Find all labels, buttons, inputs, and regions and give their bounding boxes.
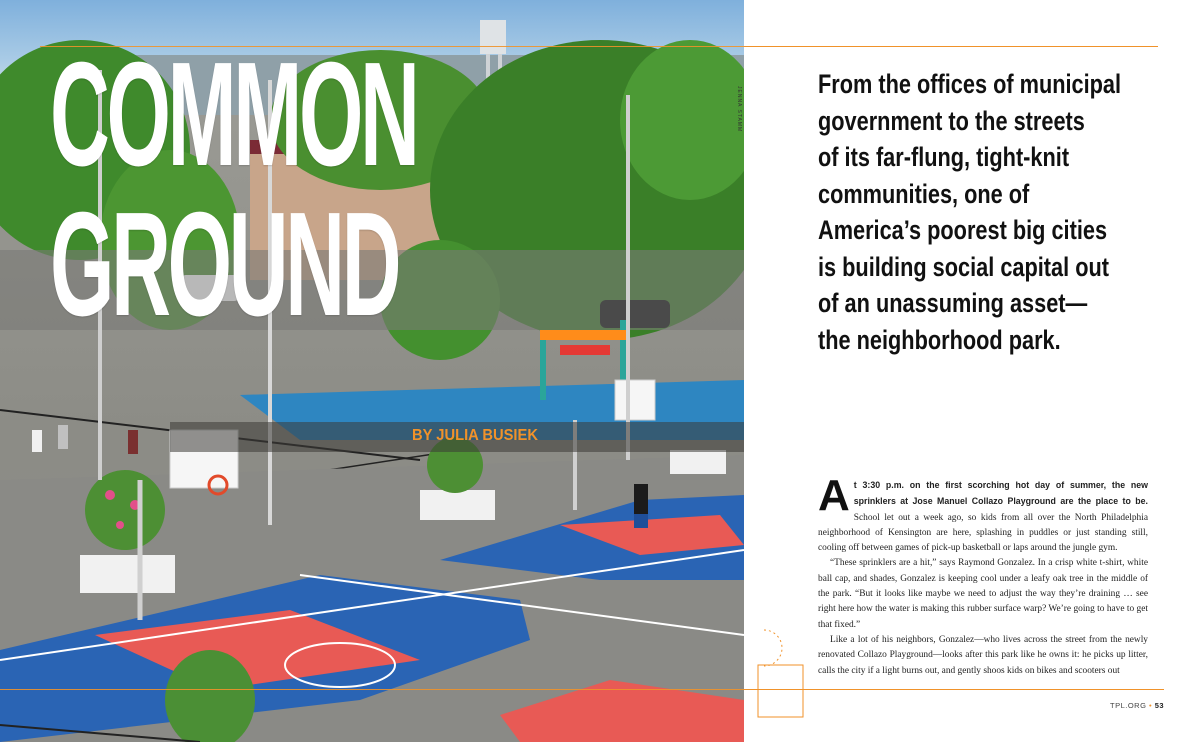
folio-separator: •: [1149, 701, 1153, 710]
paragraph-3: Like a lot of his neighbors, Gonzalez—who lives across the street from the newly renovated Collazo Playground—looks after this park like he owns it: he picks up litter, calls the city if a light burns out, and gently shoos kids on bikes and scooters out: [818, 634, 1148, 676]
headline: [50, 32, 417, 347]
top-accent-rule-right: [744, 46, 1158, 47]
paragraph-2: “These sprinklers are a hit,” says Raymond Gonzalez. In a crisp white t-shirt, white ball cap, and shades, Gonzalez is keeping cool under a leafy oak tree in the middle of the park. “But it looks like maybe we need to adjust the way they’re draining … see right here how the water is making this rubber surface warp? We’re going to have to get that fixed.”: [818, 558, 1148, 630]
deck-line: the neighborhood park.: [818, 324, 1061, 355]
deck-line: From the offices of municipal: [818, 69, 1122, 99]
deck-line: is building social capital out: [818, 251, 1109, 282]
deck-line: America’s poorest big cities: [818, 215, 1108, 245]
deck-line: government to the streets: [818, 105, 1085, 136]
deck-line: communities, one of: [818, 178, 1030, 209]
deck: [818, 66, 1200, 358]
deck-line: of an unassuming asset—: [818, 288, 1088, 318]
paragraph-1-text: School let out a week ago, so kids from all over the North Philadelphia neighborhood of Kensington are here, splashing in puddles or just standing still, cooling off between games of pick-up basketball or laps around the jungle gym.: [818, 512, 1148, 554]
lead-in: t 3:30 p.m. on the first scorching hot day of summer, the new sprinklers at Jose Manuel Collazo Playground are the place to be.: [853, 480, 1148, 507]
photo-credit: JENNA STAMM: [736, 86, 742, 133]
headline-line-1: COMMON: [50, 32, 417, 197]
folio-site: TPL.ORG: [1110, 701, 1147, 710]
byline: BY JULIA BUSIEK: [412, 427, 538, 444]
bottom-accent-rule: [0, 689, 744, 690]
folio: [1110, 701, 1164, 710]
bottom-accent-rule-right: [744, 689, 1164, 690]
article-body: [818, 471, 1148, 679]
headline-line-2: GROUND: [50, 182, 399, 347]
text-page: [744, 0, 1200, 742]
paragraph-1: [818, 471, 1148, 556]
decorative-frame-graphic: [744, 620, 824, 720]
drop-cap: A: [818, 471, 850, 520]
deck-line: of its far-flung, tight-knit: [818, 142, 1070, 172]
page-number: 53: [1154, 701, 1165, 710]
